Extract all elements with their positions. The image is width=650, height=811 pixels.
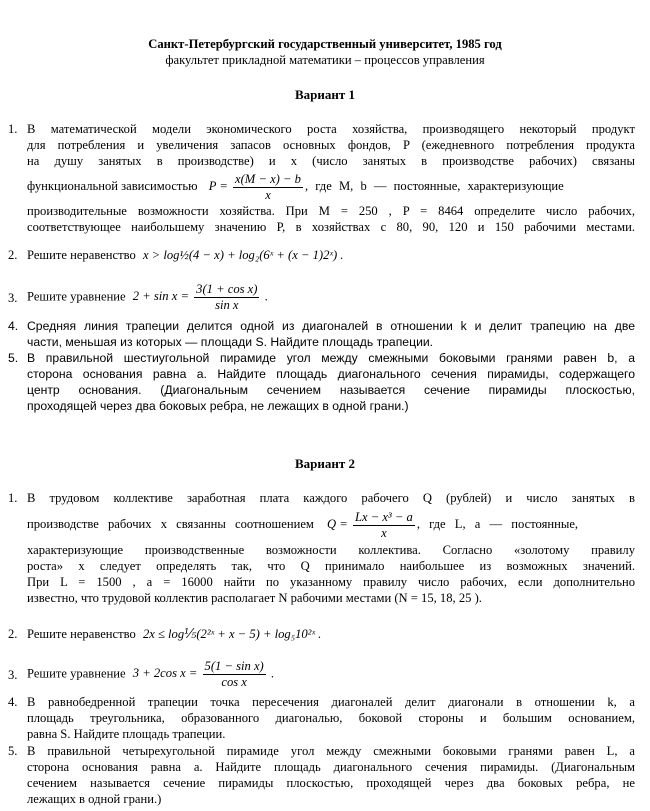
problem-text-line: сторона основания равна a. Найдите площадь диагонального сечения пирамиды. (Диагональным bbox=[27, 760, 635, 774]
problem-text-line: части, меньшая из которых — площади S. Найдите площадь трапеции. bbox=[27, 335, 434, 349]
formula-fraction bbox=[353, 510, 415, 541]
problem-text-line: При L = 1500 , a = 16000 найти по указанному правилу число рабочих, если дополнительно bbox=[27, 575, 635, 589]
fraction-denominator: x bbox=[265, 187, 271, 202]
variant-2-title: Вариант 2 bbox=[294, 456, 356, 471]
fraction-denominator: cos x bbox=[221, 675, 247, 689]
problem-text: , где L, a — постоянные, bbox=[416, 517, 579, 531]
problem-number: 2. bbox=[8, 248, 18, 262]
problem-text-line: на душу занятых в производстве) и x (число занятых в производстве рабочих) связаны bbox=[27, 154, 635, 168]
variant-1-title: Вариант 1 bbox=[294, 87, 356, 102]
problem-text: Решите неравенство bbox=[27, 248, 136, 262]
problem-text: функциональной зависимостью bbox=[27, 179, 198, 193]
problem-text-line: центр основания. (Диагональным сечением называется сечение пирамиды плоскостью, bbox=[27, 383, 635, 397]
problem-text-line: равна S. Найдите площадь трапеции. bbox=[27, 727, 226, 741]
equation-tail: . bbox=[270, 666, 275, 681]
problem-number: 1. bbox=[8, 122, 18, 136]
problem-number: 4. bbox=[8, 695, 18, 709]
problem-formula-line bbox=[27, 169, 635, 203]
faculty-subtitle: факультет прикладной математики – процессов управления bbox=[165, 53, 485, 67]
problem-formula-line bbox=[27, 506, 635, 542]
problem-text-line: проходящей через два боковых ребра, не лежащих в одной грани.) bbox=[27, 399, 409, 413]
problem-text: Решите уравнение bbox=[27, 666, 126, 681]
equation-tail: . bbox=[264, 289, 268, 304]
problem-text: , где M, b — постоянные, характеризующие bbox=[304, 179, 564, 193]
inequality-formula: 2x ≤ log⅕(2²ˣ + x − 5) + log₅10²ˣ . bbox=[142, 627, 322, 641]
problem-text-line: Средняя линия трапеции делится одной из диагоналей в отношении k и делит трапецию на две bbox=[27, 319, 635, 333]
problem-number: 3. bbox=[8, 291, 18, 305]
problem-text-line: В трудовом коллективе заработная плата каждого рабочего Q (рублей) и число занятых в bbox=[27, 491, 635, 505]
problem-text-line: В правильной шестиугольной пирамиде угол между смежными боковыми гранями равен b, а bbox=[27, 351, 635, 365]
fraction-numerator: 5(1 − sin x) bbox=[204, 659, 264, 673]
problem-text-line: В равнобедренной трапеции точка пересечения диагоналей делит диагонали в отношении k, а bbox=[27, 695, 635, 709]
formula-lhs: P = bbox=[208, 179, 228, 193]
fraction-numerator: Lx − x³ − a bbox=[354, 509, 413, 524]
equation-fraction bbox=[194, 282, 259, 313]
problem-number: 5. bbox=[8, 744, 18, 758]
problem-text: Решите неравенство bbox=[27, 627, 136, 641]
fraction-numerator: x(M − x) − b bbox=[235, 171, 301, 186]
problem-text-line: известно, что трудовой коллектив располагает N рабочими местами (N = 15, 18, 25 ). bbox=[27, 591, 482, 605]
university-title: Санкт-Петербургский государственный университет, 1985 год bbox=[148, 37, 502, 51]
problem-text-line: В математической модели экономического роста хозяйства, производящего некоторый продукт bbox=[27, 122, 635, 136]
inequality-formula: x > log½(4 − x) + log₂(6ˣ + (x − 1)2ˣ) . bbox=[142, 248, 344, 262]
problem-text-line: сторона основания равна a. Найдите площадь диагонального сечения пирамиды, содержащего bbox=[27, 367, 635, 381]
problem-number: 4. bbox=[8, 319, 19, 333]
problem-number: 3. bbox=[8, 668, 18, 682]
equation-lhs: 2 + sin x = bbox=[132, 289, 189, 304]
formula-fraction bbox=[233, 172, 303, 203]
problem-text-line: соответствующее наибольшему значению P, в хозяйствах с 80, 90, 120 и 150 рабочими местами. bbox=[27, 220, 635, 234]
problem-text-line: характеризующие производственные возможности коллектива. Согласно «золотому правилу bbox=[27, 543, 635, 557]
formula-lhs: Q = bbox=[327, 517, 348, 531]
fraction-denominator: sin x bbox=[215, 298, 239, 312]
fraction-denominator: x bbox=[381, 525, 387, 540]
equation-fraction bbox=[203, 659, 266, 690]
problem-text-line: сечением называется сечение пирамиды плоскостью, проходящей через два боковых ребра, не bbox=[27, 776, 635, 790]
problem-text-line: для потребления и увеличения запасов основных фондов, P (ежедневного потребления продукта bbox=[27, 138, 635, 152]
problem-text: производстве рабочих x связанны соотношением bbox=[27, 517, 314, 531]
problem-text-line: производительные возможности хозяйства. При M = 250 , P = 8464 определите число рабочих, bbox=[27, 204, 635, 218]
problem-text-line: лежащих в одной грани.) bbox=[27, 792, 162, 806]
problem-text-line: роста» x следует определять так, что Q принимало наибольшее из возможных значений. bbox=[27, 559, 635, 573]
fraction-numerator: 3(1 + cos x) bbox=[196, 282, 258, 296]
problem-text-line: В правильной четырехугольной пирамиде угол между смежными боковыми гранями равен L, а bbox=[27, 744, 635, 758]
problem-number: 5. bbox=[8, 351, 19, 365]
problem-text-line: площадь треугольника, образованного диагональю, боковой стороны и большим основанием, bbox=[27, 711, 635, 725]
problem-text: Решите уравнение bbox=[27, 289, 126, 304]
problem-number: 1. bbox=[8, 491, 18, 505]
equation-lhs: 3 + 2cos x = bbox=[132, 666, 198, 681]
problem-number: 2. bbox=[8, 627, 18, 641]
